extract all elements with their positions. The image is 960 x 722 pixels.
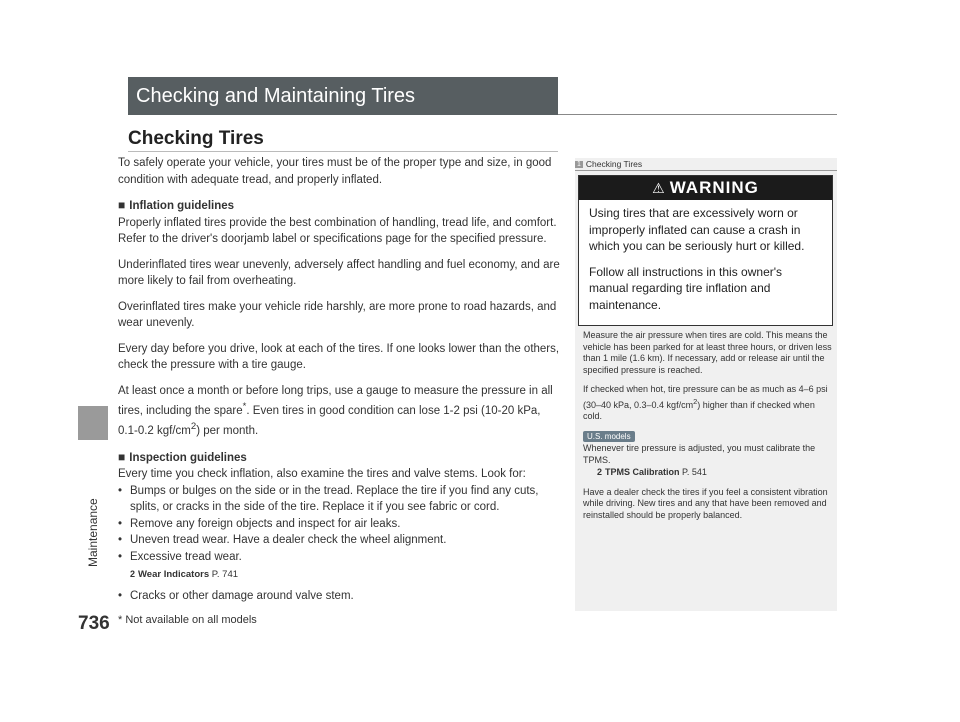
overinflated-paragraph: Overinflated tires make your vehicle ride harshly, are more prone to road hazards, and wear unevenly. [118, 300, 557, 329]
warning-paragraph: Follow all instructions in this owner's manual regarding tire inflation and maintenance. [589, 264, 783, 312]
sidebar-divider [575, 170, 837, 171]
hot-text-2: ) higher than if checked when cold. [583, 399, 815, 421]
superscript-2: 2 [190, 421, 197, 433]
tpms-calibration-link[interactable] [583, 467, 833, 479]
warning-box [578, 175, 833, 326]
inspection-heading [118, 449, 560, 467]
inspection-list [118, 483, 560, 566]
sidebar-text [583, 330, 833, 529]
inspection-heading-text: Inspection guidelines [129, 451, 247, 464]
hot-pressure-note [583, 384, 833, 423]
hot-text-1: If checked when hot, tire pressure can be as much as 4–6 psi (30–40 kPa, 0.3–0.4 kgf/cm [583, 384, 828, 410]
monthly-text-3: ) per month. [196, 425, 259, 438]
inspection-intro: Every time you check inflation, also examine the tires and valve stems. Look for: [118, 468, 526, 481]
list-item: • Uneven tread wear. Have a dealer check the wheel alignment. [118, 532, 560, 549]
sidebar-marker-icon: 1 [577, 160, 581, 168]
daily-check-paragraph: Every day before you drive, look at each of the tires. If one looks lower than the others, check the pressure with a tire gauge. [118, 342, 560, 371]
inflation-heading [118, 197, 560, 215]
warning-header [579, 176, 832, 200]
wear-indicators-label: Wear Indicators [138, 569, 210, 581]
heading-square-icon: ■ [118, 198, 126, 212]
tpms-calibration-page: P. 541 [682, 467, 707, 477]
inspection-list-continued [118, 588, 560, 605]
superscript-2: 2 [693, 396, 698, 406]
wear-indicators-page: P. 741 [211, 569, 239, 581]
wear-indicators-link[interactable] [118, 566, 560, 584]
section-tab-marker [78, 406, 108, 440]
list-item: • Remove any foreign objects and inspect for air leaks. [118, 516, 560, 533]
page-title: Checking Tires [128, 128, 264, 149]
section-banner [128, 77, 558, 115]
tpms-note: Whenever tire pressure is adjusted, you must calibrate the TPMS. [583, 443, 816, 465]
warning-body [579, 200, 832, 313]
us-models-badge-wrap [583, 431, 833, 444]
section-banner-title: Checking and Maintaining Tires [136, 84, 416, 107]
cross-reference-icon: 2 [597, 467, 603, 477]
warning-triangle-icon: ⚠ [652, 179, 666, 196]
banner-divider [558, 114, 837, 115]
inflation-paragraph: Properly inflated tires provide the best combination of handling, tread life, and comfort. Refer to the driver's doorjamb label or specifications page for the specified pressure. [118, 216, 557, 245]
tpms-calibration-label: TPMS Calibration [605, 467, 680, 477]
intro-paragraph: To safely operate your vehicle, your tires must be of the proper type and size, in good condition with adequate tread, and properly inflated. [118, 157, 552, 186]
cold-pressure-note: Measure the air pressure when tires are cold. This means the vehicle has been parked for at least three hours, or driven less than 1 mile (1.6 km). If necessary, add or release air until the specified pressure is reached. [583, 330, 832, 375]
list-item: • Cracks or other damage around valve stem. [118, 588, 560, 605]
warning-paragraph: Using tires that are excessively worn or improperly inflated can cause a crash in which you can be seriously hurt or killed. [589, 206, 805, 253]
balance-note: Have a dealer check the tires if you feel a consistent vibration while driving. New tires and any that have been removed and reinstalled should be properly balanced. [583, 486, 828, 520]
sidebar-header-text: Checking Tires [585, 159, 643, 169]
list-item: • Excessive tread wear. [118, 549, 560, 566]
page-number: 736 [78, 613, 110, 634]
monthly-text-1: At least once a month or before long trips, use a gauge to measure the pressure in all tires, including the spare [118, 384, 553, 417]
monthly-text-2: . Even tires in good condition can lose 1-2 psi (10-20 kPa, 0.1-0.2 kgf/cm [118, 404, 541, 438]
sidebar-header [575, 158, 837, 170]
title-divider [128, 151, 558, 152]
sidebar-notes [575, 158, 837, 611]
heading-square-icon: ■ [118, 449, 126, 464]
main-content [118, 155, 560, 604]
us-models-badge: U.S. models [583, 431, 635, 443]
footnote: * Not available on all models [118, 614, 257, 626]
footnote-star: * [242, 401, 247, 412]
underinflated-paragraph: Underinflated tires wear unevenly, adversely affect handling and fuel economy, and are more likely to fail from overheating. [118, 258, 560, 287]
cross-reference-icon: 2 [130, 569, 136, 580]
section-label: Maintenance [86, 498, 100, 567]
monthly-check-paragraph [118, 383, 560, 440]
warning-title: WARNING [669, 178, 759, 197]
list-item: • Bumps or bulges on the side or in the tread. Replace the tire if you find any cuts, splits, or cracks in the side of the tire. Replace it if you see fabric or cord. [118, 483, 560, 516]
inflation-heading-text: Inflation guidelines [129, 200, 235, 212]
